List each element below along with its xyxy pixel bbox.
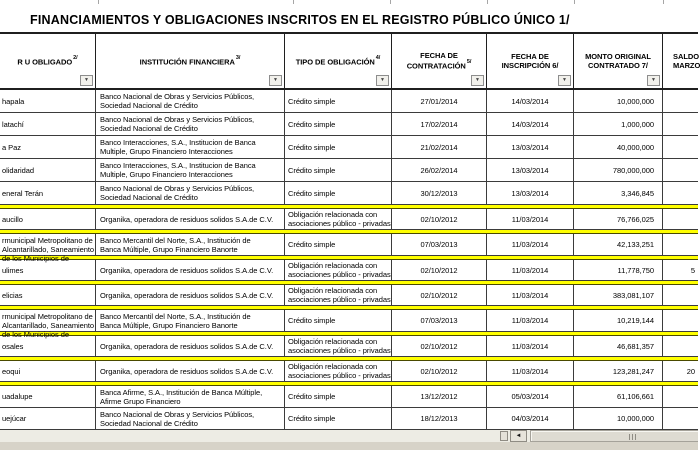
cell-saldo [663, 159, 698, 181]
table-row [0, 386, 698, 408]
scrollbar-splitter[interactable] [500, 431, 508, 441]
gridline-stub [98, 0, 99, 4]
cell-obligation: Obligación relacionada con asociaciones público - privadas [285, 285, 392, 305]
cell-saldo: 5 [690, 265, 695, 275]
cell-obligation: Obligación relacionada con asociaciones público - privadas [285, 209, 392, 229]
filter-dropdown-button[interactable]: ▼ [558, 75, 571, 86]
cell-contract-date: 21/02/2014 [392, 136, 487, 158]
cell-contract-date: 26/02/2014 [392, 159, 487, 181]
cell-debtor: eneral Terán [0, 182, 96, 204]
cell-saldo [663, 285, 698, 305]
cell-contract-date: 02/10/2012 [392, 260, 487, 280]
gridline-stub [390, 0, 391, 4]
table-body [0, 90, 698, 430]
horizontal-scrollbar[interactable] [0, 430, 698, 442]
filter-dropdown-button[interactable]: ▼ [376, 75, 389, 86]
cell-amount: 3,346,845 [574, 182, 663, 204]
cell-institution: Organika, operadora de residuos solidos S.A.de C.V. [96, 336, 285, 356]
cell-debtor: a Paz [0, 136, 96, 158]
table-row [0, 285, 698, 306]
cell-registry-date: 11/03/2014 [487, 260, 574, 280]
cell-debtor: ulimes [0, 260, 96, 280]
cell-contract-date: 02/10/2012 [392, 336, 487, 356]
table-row [0, 336, 698, 357]
cell-saldo [663, 136, 698, 158]
cell-obligation: Crédito simple [285, 386, 392, 407]
cell-obligation: Crédito simple [285, 90, 392, 112]
cell-contract-date: 27/01/2014 [392, 90, 487, 112]
table-row [0, 90, 698, 113]
gridline-stub [663, 0, 664, 4]
cell-obligation: Crédito simple [285, 136, 392, 158]
table-row [0, 310, 698, 339]
cell-contract-date: 13/12/2012 [392, 386, 487, 407]
cell-debtor: uejúcar [0, 408, 96, 429]
cell-institution: Banco Mercantil del Norte, S.A., Institución de Banca Múltiple, Grupo Financiero Banorte [96, 310, 285, 331]
cell-obligation: Crédito simple [285, 408, 392, 429]
cell-obligation: Crédito simple [285, 234, 392, 255]
cell-institution: Organika, operadora de residuos solidos S.A.de C.V. [96, 209, 285, 229]
cell-registry-date: 11/03/2014 [487, 209, 574, 229]
registry-table [0, 32, 698, 430]
cell-contract-date: 18/12/2013 [392, 408, 487, 429]
cell-saldo [663, 209, 698, 229]
table-row [0, 408, 698, 430]
cell-amount: 1,000,000 [574, 113, 663, 135]
cell-institution: Banca Afirme, S.A., Institución de Banca Múltiple, Afirme Grupo Financiero [96, 386, 285, 407]
cell-contract-date: 07/03/2013 [392, 310, 487, 331]
cell-debtor: rmunicipal Metropolitano de Alcantarillado, Saneamiento de los Municipios de [2, 236, 95, 263]
cell-registry-date: 11/03/2014 [487, 285, 574, 305]
cell-saldo [663, 113, 698, 135]
cell-debtor: hapala [0, 90, 96, 112]
cell-amount: 76,766,025 [574, 209, 663, 229]
cell-debtor: eoqui [0, 361, 96, 381]
cell-amount: 10,219,144 [574, 310, 663, 331]
gridline-stub [487, 0, 488, 4]
cell-obligation: Crédito simple [285, 310, 392, 331]
cell-debtor: rmunicipal Metropolitano de Alcantarillado, Saneamiento de los Municipios de [2, 312, 95, 339]
cell-institution: Organika, operadora de residuos solidos S.A.de C.V. [96, 285, 285, 305]
table-row [0, 136, 698, 159]
cell-saldo [663, 408, 698, 429]
filter-dropdown-button[interactable]: ▼ [471, 75, 484, 86]
cell-amount: 42,133,251 [574, 234, 663, 255]
cell-obligation: Crédito simple [285, 113, 392, 135]
cell-obligation: Obligación relacionada con asociaciones público - privadas [285, 260, 392, 280]
table-row [0, 209, 698, 230]
cell-institution: Banco Interacciones, S.A., Institucion de Banca Multiple, Grupo Financiero Interacciones [96, 159, 285, 181]
cell-registry-date: 05/03/2014 [487, 386, 574, 407]
column-header-contract-date: FECHA DE $CONTRATACIÓN^{5/}$ ▼ [392, 34, 487, 88]
cell-registry-date: 11/03/2014 [487, 336, 574, 356]
cell-debtor: latachí [0, 113, 96, 135]
page-background-strip [0, 442, 698, 450]
cell-amount: 61,106,661 [574, 386, 663, 407]
cell-amount: 40,000,000 [574, 136, 663, 158]
cell-debtor: osales [0, 336, 96, 356]
cell-institution: Banco Nacional de Obras y Servicios Públicos, Sociedad Nacional de Crédito [96, 113, 285, 135]
cell-debtor: uadalupe [0, 386, 96, 407]
cell-registry-date: 14/03/2014 [487, 90, 574, 112]
cell-amount: 780,000,000 [574, 159, 663, 181]
cell-obligation: Crédito simple [285, 182, 392, 204]
table-row [0, 159, 698, 182]
cell-registry-date: 13/03/2014 [487, 159, 574, 181]
cell-obligation: Obligación relacionada con asociaciones público - privadas [285, 361, 392, 381]
column-header-amount: MONTO ORIGINAL CONTRATADO 7/ ▼ [574, 34, 663, 88]
cell-contract-date: 30/12/2013 [392, 182, 487, 204]
cell-debtor: olidaridad [0, 159, 96, 181]
cell-saldo [663, 234, 698, 255]
cell-registry-date: 04/03/2014 [487, 408, 574, 429]
cell-institution: Banco Interacciones, S.A., Institucion de Banca Multiple, Grupo Financiero Interacciones [96, 136, 285, 158]
scrollbar-grip-icon [629, 434, 638, 440]
scrollbar-thumb[interactable] [530, 430, 698, 442]
cell-contract-date: 17/02/2014 [392, 113, 487, 135]
cell-obligation: Obligación relacionada con asociaciones público - privadas [285, 336, 392, 356]
gridline-stub [293, 0, 294, 4]
cell-amount: 383,081,107 [574, 285, 663, 305]
table-row [0, 234, 698, 263]
cell-amount: 46,681,357 [574, 336, 663, 356]
cell-saldo [663, 336, 698, 356]
cell-registry-date: 11/03/2014 [487, 310, 574, 331]
table-row [0, 113, 698, 136]
cell-debtor: elicias [0, 285, 96, 305]
column-header-saldo: SALDO MARZO [673, 52, 700, 70]
filter-dropdown-button[interactable]: ▼ [80, 75, 93, 86]
column-header-registry-date: FECHA DE INSCRIPCIÓN 6/ ▼ [487, 34, 574, 88]
cell-amount: 123,281,247 [574, 361, 663, 381]
column-header-debtor: R U $OBLIGADO^{2/}$ ▼ [0, 34, 96, 88]
cell-amount: 10,000,000 [574, 408, 663, 429]
cell-institution: Banco Nacional de Obras y Servicios Públicos, Sociedad Nacional de Crédito [96, 182, 285, 204]
table-row [0, 182, 698, 205]
cell-saldo: 20 [686, 366, 695, 376]
cell-contract-date: 07/03/2013 [392, 234, 487, 255]
table-row [0, 361, 698, 382]
cell-institution: Banco Mercantil del Norte, S.A., Institución de Banca Múltiple, Grupo Financiero Banorte [96, 234, 285, 255]
cell-obligation: Crédito simple [285, 159, 392, 181]
cell-amount: 11,778,750 [574, 260, 663, 280]
cell-contract-date: 02/10/2012 [392, 285, 487, 305]
cell-saldo [663, 90, 698, 112]
filter-dropdown-button[interactable]: ▼ [647, 75, 660, 86]
table-header [0, 32, 698, 90]
cell-institution: Banco Nacional de Obras y Servicios Públicos, Sociedad Nacional de Crédito [96, 408, 285, 429]
cell-registry-date: 13/03/2014 [487, 136, 574, 158]
cell-saldo [663, 386, 698, 407]
cell-institution: Organika, operadora de residuos solidos S.A.de C.V. [96, 361, 285, 381]
cell-registry-date: 13/03/2014 [487, 182, 574, 204]
cell-amount: 10,000,000 [574, 90, 663, 112]
cell-registry-date: 11/03/2014 [487, 361, 574, 381]
scroll-left-button[interactable]: ◄ [510, 430, 527, 442]
cell-institution: Banco Nacional de Obras y Servicios Públicos, Sociedad Nacional de Crédito [96, 90, 285, 112]
cell-contract-date: 02/10/2012 [392, 209, 487, 229]
cell-institution: Organika, operadora de residuos solidos S.A.de C.V. [96, 260, 285, 280]
column-header-obligation: TIPO DE $OBLIGACIÓN^{4/}$ ▼ [285, 34, 392, 88]
cell-debtor: aucillo [0, 209, 96, 229]
cell-saldo [663, 182, 698, 204]
cell-contract-date: 02/10/2012 [392, 361, 487, 381]
cell-saldo [663, 310, 698, 331]
column-header-institution: INSTITUCIÓN $FINANCIERA^{3/}$ ▼ [96, 34, 285, 88]
filter-dropdown-button[interactable]: ▼ [269, 75, 282, 86]
table-row [0, 260, 698, 281]
cell-registry-date: 14/03/2014 [487, 113, 574, 135]
page-title: FINANCIAMIENTOS Y OBLIGACIONES INSCRITOS EN EL REGISTRO PÚBLICO ÚNICO 1/ [30, 13, 570, 27]
cell-registry-date: 11/03/2014 [487, 234, 574, 255]
gridline-stub [574, 0, 575, 4]
